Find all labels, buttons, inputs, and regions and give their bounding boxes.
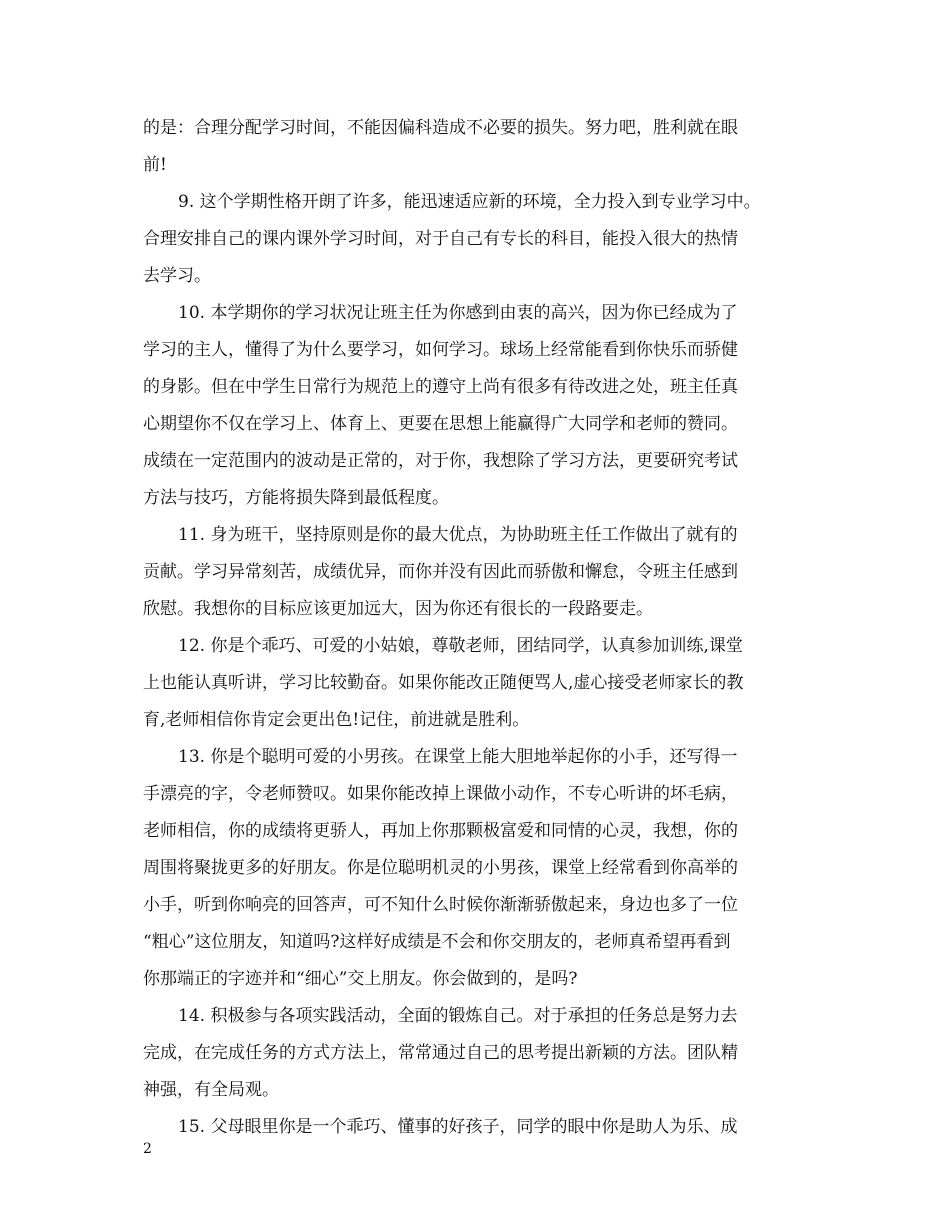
text-line: 的是：合理分配学习时间，不能因偏科造成不必要的损失。努力吧，胜利就在眼 (143, 118, 738, 138)
text-line: 成绩在一定范围内的波动是正常的，对于你，我想除了学习方法，更要研究考试 (143, 451, 738, 471)
text-line: 周围将聚拢更多的好朋友。你是位聪明机灵的小男孩，课堂上经常看到你高举的 (143, 858, 738, 878)
text-line: 神强，有全局观。 (143, 1080, 279, 1100)
text-line: 完成，在完成任务的方式方法上，常常通过自己的思考提出新颖的方法。团队精 (143, 1043, 738, 1063)
text-line: 老师相信，你的成绩将更骄人，再加上你那颗极富爱和同情的心灵，我想，你的 (143, 821, 738, 841)
text-line: 手漂亮的字，令老师赞叹。如果你能改掉上课做小动作，不专心听讲的坏毛病， (143, 784, 738, 804)
text-line: 去学习。 (143, 266, 211, 286)
text-line: 上也能认真听讲，学习比较勤奋。如果你能改正随便骂人,虚心接受老师家长的教 (143, 673, 744, 693)
text-line: 14. 积极参与各项实践活动，全面的锻炼自己。对于承担的任务总是努力去 (178, 1006, 738, 1026)
text-line: 方法与技巧，方能将损失降到最低程度。 (143, 488, 449, 508)
text-line: 9. 这个学期性格开朗了许多，能迅速适应新的环境，全力投入到专业学习中。 (178, 192, 761, 212)
text-line: 合理安排自己的课内课外学习时间，对于自己有专长的科目，能投入很大的热情 (143, 229, 738, 249)
text-line: 15. 父母眼里你是一个乖巧、懂事的好孩子，同学的眼中你是助人为乐、成 (178, 1117, 738, 1137)
text-line: 育,老师相信你肯定会更出色!记住，前进就是胜利。 (143, 710, 530, 730)
text-line: 心期望你不仅在学习上、体育上、更要在思想上能赢得广大同学和老师的赞同。 (143, 414, 738, 434)
text-line: 你那端正的字迹并和“细心”交上朋友。你会做到的，是吗? (143, 969, 578, 989)
text-line: 的身影。但在中学生日常行为规范上的遵守上尚有很多有待改进之处，班主任真 (143, 377, 738, 397)
text-line: 10. 本学期你的学习状况让班主任为你感到由衷的高兴，因为你已经成为了 (178, 303, 738, 323)
text-line: 12. 你是个乖巧、可爱的小姑娘，尊敬老师，团结同学，认真参加训练,课堂 (178, 636, 743, 656)
page-number: 2 (143, 1141, 152, 1157)
text-line: 贡献。学习异常刻苦，成绩优异，而你并没有因此而骄傲和懈怠，令班主任感到 (143, 562, 738, 582)
text-line: 11. 身为班干，坚持原则是你的最大优点，为协助班主任工作做出了就有的 (178, 525, 738, 545)
text-line: 13. 你是个聪明可爱的小男孩。在课堂上能大胆地举起你的小手，还写得一 (178, 747, 738, 767)
text-line: “粗心”这位朋友，知道吗?这样好成绩是不会和你交朋友的，老师真希望再看到 (143, 932, 731, 952)
text-line: 小手，听到你响亮的回答声，可不知什么时候你渐渐骄傲起来，身边也多了一位 (143, 895, 738, 915)
text-line: 欣慰。我想你的目标应该更加远大，因为你还有很长的一段路要走。 (143, 599, 653, 619)
text-line: 前! (143, 155, 167, 175)
text-line: 学习的主人，懂得了为什么要学习，如何学习。球场上经常能看到你快乐而骄健 (143, 340, 738, 360)
